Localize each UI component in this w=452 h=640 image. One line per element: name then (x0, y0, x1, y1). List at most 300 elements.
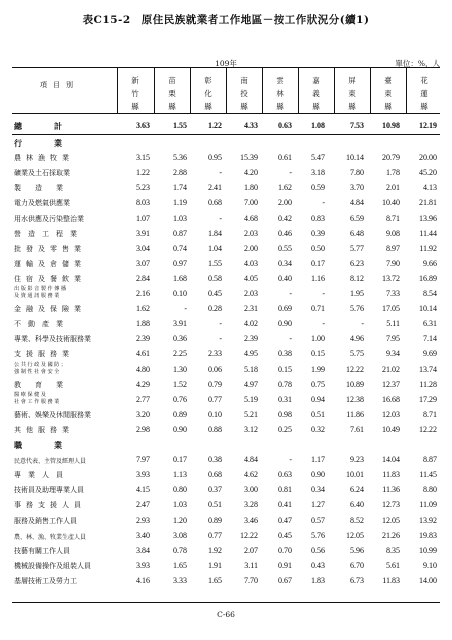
cell-value: 15.39 (240, 153, 258, 163)
cell-value: 17.29 (419, 394, 437, 404)
column-header-char: 林 (276, 89, 284, 98)
table-row (12, 181, 440, 195)
cell-value: 5.11 (386, 319, 400, 329)
cell-value: 5.76 (350, 304, 364, 314)
column-header-4 (237, 74, 251, 113)
cell-value: 7.33 (386, 289, 400, 298)
cell-value: 0.42 (278, 213, 292, 223)
table-row (12, 453, 440, 467)
table-row (12, 423, 440, 437)
table-row (12, 227, 440, 241)
cell-value: 14.00 (419, 575, 437, 585)
cell-value: 8.80 (423, 485, 437, 495)
cell-value: - (219, 319, 222, 329)
cell-value: 0.39 (311, 228, 325, 238)
cell-value: 5.77 (350, 243, 364, 253)
cell-value: 11.44 (419, 228, 437, 238)
cell-value: 16.89 (419, 273, 437, 283)
column-header-char: 縣 (420, 102, 428, 111)
cell-value: - (322, 198, 325, 208)
cell-value: 0.25 (278, 424, 292, 434)
cell-value: 3.11 (244, 560, 258, 570)
cell-value: 4.84 (350, 198, 364, 208)
table-row (12, 119, 440, 133)
cell-value: 4.97 (244, 379, 258, 389)
cell-value: 45.20 (419, 168, 437, 178)
cell-value: 0.75 (311, 379, 325, 389)
cell-value: 10.14 (346, 153, 364, 163)
cell-value: 0.34 (311, 485, 325, 495)
cell-value: 0.71 (311, 304, 325, 314)
column-header-6 (309, 74, 323, 113)
row-label: 不 動 產 業 (14, 320, 63, 329)
column-header-char: 彰 (204, 76, 212, 85)
cell-value: 0.97 (173, 258, 187, 268)
cell-value: 12.22 (419, 424, 437, 434)
cell-value: 0.81 (278, 485, 292, 495)
cell-value: 8.71 (386, 213, 400, 223)
total-row-rule (12, 134, 440, 135)
cell-value: 3.12 (244, 424, 258, 434)
column-header-char: 縣 (168, 102, 176, 111)
row-label: 運輸及倉儲業 (14, 259, 86, 268)
table-row (12, 212, 440, 226)
cell-value: 1.99 (311, 364, 325, 374)
cell-value: 0.98 (278, 409, 292, 419)
cell-value: 12.05 (382, 515, 400, 525)
row-label: 民意代表、主管及經理人員 (14, 458, 87, 466)
cell-value: 1.74 (173, 183, 187, 193)
cell-value: 5.18 (244, 364, 258, 374)
cell-value: 0.91 (278, 560, 292, 570)
cell-value: 19.83 (419, 530, 437, 540)
cell-value: 21.26 (382, 530, 400, 540)
cell-value: 10.01 (346, 470, 364, 480)
cell-value: 4.62 (244, 470, 258, 480)
page-number: C-66 (217, 610, 235, 619)
cell-value: 5.96 (350, 545, 364, 555)
cell-value: 8.71 (423, 409, 437, 419)
cell-value: 1.08 (311, 121, 325, 130)
column-divider (334, 67, 335, 113)
cell-value: 11.92 (419, 243, 437, 253)
cell-value: 1.68 (173, 273, 187, 283)
cell-value: 2.25 (173, 349, 187, 359)
cell-value: - (219, 213, 222, 223)
cell-value: - (184, 304, 187, 314)
cell-value: 13.96 (419, 213, 437, 223)
column-header-char: 東 (384, 89, 392, 98)
cell-value: 5.36 (173, 153, 187, 163)
cell-value: 12.37 (382, 379, 400, 389)
cell-value: 4.84 (244, 455, 258, 465)
cell-value: 11.09 (419, 500, 437, 510)
cell-value: 4.15 (136, 485, 150, 495)
cell-value: 3.91 (136, 228, 150, 238)
cell-value: 10.14 (419, 304, 437, 314)
row-label: 總 計 (14, 121, 62, 131)
column-header-char: 嘉 (312, 76, 320, 85)
cell-value: 0.17 (173, 455, 187, 465)
cell-value: - (289, 168, 292, 178)
column-header-char: 雲 (276, 76, 284, 85)
cell-value: 7.53 (350, 121, 364, 130)
cell-value: 1.65 (173, 560, 187, 570)
cell-value: 7.80 (350, 168, 364, 178)
cell-value: 8.35 (386, 545, 400, 555)
cell-value: 4.96 (350, 334, 364, 344)
column-header-char: 縣 (348, 102, 356, 111)
column-divider (154, 67, 155, 113)
table-row (12, 529, 440, 543)
column-header-2 (165, 74, 179, 113)
cell-value: 11.36 (382, 485, 400, 495)
cell-value: 6.73 (350, 575, 364, 585)
cell-value: 5.61 (386, 560, 400, 570)
row-label: 農、林、漁、牧業生產人員 (14, 533, 87, 541)
cell-value: 2.98 (136, 424, 150, 434)
row-label: 農林漁牧業 (14, 154, 74, 163)
column-divider (190, 67, 191, 113)
column-divider (226, 67, 227, 113)
column-divider (117, 67, 118, 113)
cell-value: 0.15 (311, 349, 325, 359)
cell-value: 7.14 (423, 334, 437, 344)
cell-value: 0.94 (311, 394, 325, 404)
table-row (12, 483, 440, 497)
cell-value: 10.89 (346, 379, 364, 389)
cell-value: 3.08 (173, 530, 187, 540)
cell-value: 0.36 (173, 334, 187, 344)
cell-value: 12.73 (382, 500, 400, 510)
cell-value: 0.68 (208, 470, 222, 480)
cell-value: 0.69 (278, 304, 292, 314)
cell-value: 0.61 (278, 153, 292, 163)
cell-value: 1.03 (173, 500, 187, 510)
cell-value: 2.47 (136, 500, 150, 510)
column-header-char: 苗 (168, 76, 176, 85)
table-row (12, 393, 440, 407)
cell-value: 2.00 (278, 198, 292, 208)
year-label: 109年 (215, 59, 237, 68)
cell-value: 9.66 (423, 258, 437, 268)
column-header-char: 縣 (240, 102, 248, 111)
cell-value: 1.88 (136, 319, 150, 329)
cell-value: 2.16 (136, 289, 150, 298)
cell-value: 7.97 (136, 455, 150, 465)
cell-value: 1.91 (208, 560, 222, 570)
cell-value: 0.77 (208, 530, 222, 540)
cell-value: 0.90 (278, 319, 292, 329)
cell-value: 12.38 (346, 394, 364, 404)
row-label: 技術員及助理專業人員 (14, 486, 84, 495)
row-label: 專 業 人 員 (14, 471, 63, 480)
cell-value: 0.57 (311, 515, 325, 525)
cell-value: 11.28 (419, 379, 437, 389)
cell-value: 1.55 (173, 121, 187, 130)
cell-value: 1.95 (350, 289, 364, 298)
cell-value: 0.37 (208, 485, 222, 495)
cell-value: 1.65 (208, 575, 222, 585)
cell-value: 0.45 (208, 289, 222, 298)
unit-label: 單位：%，人 (395, 59, 440, 68)
cell-value: 11.86 (346, 409, 364, 419)
cell-value: 7.95 (386, 334, 400, 344)
cell-value: - (219, 334, 222, 344)
cell-value: 0.70 (278, 545, 292, 555)
cell-value: 5.21 (244, 409, 258, 419)
cell-value: 0.50 (311, 243, 325, 253)
cell-value: 16.68 (382, 394, 400, 404)
cell-value: 8.52 (350, 515, 364, 525)
cell-value: 3.33 (173, 575, 187, 585)
column-divider (262, 67, 263, 113)
column-header-char: 化 (204, 89, 212, 98)
cell-value: 1.17 (311, 455, 325, 465)
cell-value: 1.20 (173, 515, 187, 525)
cell-value: 1.78 (386, 168, 400, 178)
table-row (12, 514, 440, 528)
row-label: 專業、科學及技術服務業 (14, 335, 91, 344)
cell-value: 13.72 (382, 273, 400, 283)
cell-value: 3.46 (244, 515, 258, 525)
cell-value: 9.34 (386, 349, 400, 359)
cell-value: 0.28 (208, 304, 222, 314)
cell-value: 10.49 (382, 424, 400, 434)
row-header-label: 項目別 (40, 81, 79, 89)
column-header-1 (128, 74, 142, 113)
table-row (12, 574, 440, 588)
row-label: 批發及零售業 (14, 244, 86, 253)
cell-value: 5.23 (136, 183, 150, 193)
cell-value: 12.05 (346, 530, 364, 540)
cell-value: 4.29 (136, 379, 150, 389)
cell-value: 3.63 (136, 121, 150, 130)
cell-value: 8.12 (350, 273, 364, 283)
cell-value: 2.03 (244, 289, 258, 298)
cell-value: 0.74 (173, 243, 187, 253)
cell-value: 3.15 (136, 153, 150, 163)
table-row (12, 242, 440, 256)
cell-value: 2.41 (208, 183, 222, 193)
cell-value: 4.16 (136, 575, 150, 585)
cell-value: 1.16 (311, 273, 325, 283)
cell-value: 6.70 (350, 560, 364, 570)
cell-value: 9.69 (423, 349, 437, 359)
row-label: 公共行政及國防； 強制性社會安全 (14, 361, 68, 375)
cell-value: 4.20 (244, 168, 258, 178)
cell-value: 2.39 (244, 334, 258, 344)
row-label: 機械設備操作及組裝人員 (14, 561, 91, 570)
cell-value: 2.39 (136, 334, 150, 344)
cell-value: 1.22 (136, 168, 150, 178)
cell-value: 21.81 (419, 198, 437, 208)
cell-value: 0.47 (278, 515, 292, 525)
cell-value: 2.31 (244, 304, 258, 314)
table-row (12, 151, 440, 165)
cell-value: 0.90 (173, 424, 187, 434)
cell-value: 0.95 (208, 153, 222, 163)
table-row (12, 166, 440, 180)
table-row (12, 378, 440, 392)
column-header-char: 縣 (312, 102, 320, 111)
table-row (12, 544, 440, 558)
cell-value: 6.59 (350, 213, 364, 223)
column-header-char: 蓮 (420, 89, 428, 98)
row-label: 其他服務業 (14, 425, 74, 434)
cell-value: 4.13 (423, 183, 437, 193)
table-title: 表C15-2 原住民族就業者工作地區－按工作狀況分(續1) (82, 14, 370, 26)
cell-value: 0.55 (278, 243, 292, 253)
cell-value: 8.97 (386, 243, 400, 253)
cell-value: 1.00 (311, 334, 325, 344)
cell-value: 2.33 (208, 349, 222, 359)
cell-value: 2.88 (173, 168, 187, 178)
cell-value: 6.24 (350, 485, 364, 495)
cell-value: 0.67 (278, 575, 292, 585)
row-label: 住宿及餐飲業 (14, 274, 86, 283)
cell-value: 13.74 (419, 364, 437, 374)
cell-value: 11.45 (419, 470, 437, 480)
cell-value: 1.80 (244, 183, 258, 193)
cell-value: 7.90 (386, 258, 400, 268)
cell-value: 0.83 (311, 213, 325, 223)
cell-value: 5.19 (244, 394, 258, 404)
cell-value: 0.56 (311, 545, 325, 555)
cell-value: - (289, 334, 292, 344)
table-bottom-rule (12, 602, 440, 603)
cell-value: 7.00 (244, 198, 258, 208)
column-divider (406, 67, 407, 113)
cell-value: 21.02 (382, 364, 400, 374)
cell-value: 3.84 (136, 545, 150, 555)
column-header-char: 縣 (384, 102, 392, 111)
column-header-char: 義 (312, 89, 320, 98)
cell-value: - (322, 319, 325, 329)
row-label: 服務及銷售工作人員 (14, 516, 77, 525)
cell-value: 1.62 (136, 304, 150, 314)
cell-value: 0.89 (208, 515, 222, 525)
cell-value: 1.92 (208, 545, 222, 555)
cell-value: 3.00 (244, 485, 258, 495)
cell-value: 9.23 (350, 455, 364, 465)
cell-value: 0.15 (278, 364, 292, 374)
section-row (12, 438, 440, 452)
cell-value: 4.80 (136, 364, 150, 374)
cell-value: 7.70 (244, 575, 258, 585)
cell-value: 2.07 (244, 545, 258, 555)
cell-value: 12.03 (382, 409, 400, 419)
row-label: 出版影音製作傳播 及資通訊服務業 (14, 286, 68, 299)
cell-value: 0.51 (208, 500, 222, 510)
header-bottom-rule (12, 113, 440, 114)
row-label: 電力及燃氣供應業 (14, 199, 70, 208)
table-row (12, 498, 440, 512)
cell-value: - (219, 168, 222, 178)
cell-value: 3.70 (350, 183, 364, 193)
column-header-5 (273, 74, 287, 113)
cell-value: 6.23 (350, 258, 364, 268)
cell-value: 0.59 (311, 183, 325, 193)
row-label: 基層技術工及勞力工 (14, 576, 77, 585)
cell-value: 3.28 (244, 500, 258, 510)
row-label: 金融及保險業 (14, 305, 86, 314)
row-label: 用水供應及污染整治業 (14, 214, 84, 223)
cell-value: 3.93 (136, 470, 150, 480)
cell-value: 0.89 (173, 409, 187, 419)
cell-value: 4.05 (244, 273, 258, 283)
cell-value: 0.63 (278, 470, 292, 480)
cell-value: 8.87 (423, 455, 437, 465)
cell-value: 12.22 (240, 530, 258, 540)
column-header-char: 栗 (168, 89, 176, 98)
cell-value: 6.40 (350, 500, 364, 510)
table-row (12, 468, 440, 482)
cell-value: 20.79 (382, 153, 400, 163)
cell-value: 3.40 (136, 530, 150, 540)
cell-value: 0.38 (208, 455, 222, 465)
column-header-char: 縣 (276, 102, 284, 111)
row-label: 礦業及土石採取業 (14, 169, 70, 178)
cell-value: 1.04 (208, 243, 222, 253)
cell-value: 0.79 (208, 379, 222, 389)
cell-value: 12.22 (346, 364, 364, 374)
cell-value: 0.58 (208, 273, 222, 283)
cell-value: 6.48 (350, 228, 364, 238)
cell-value: 8.54 (423, 289, 437, 298)
row-label: 藝術、娛樂及休閒服務業 (14, 410, 91, 419)
cell-value: 4.61 (136, 349, 150, 359)
cell-value: 4.95 (244, 349, 258, 359)
cell-value: 17.05 (382, 304, 400, 314)
cell-value: 0.41 (278, 500, 292, 510)
cell-value: 3.07 (136, 258, 150, 268)
row-label: 事務支援人員 (14, 501, 86, 510)
cell-value: - (289, 289, 292, 298)
cell-value: 0.34 (278, 258, 292, 268)
column-header-3 (201, 74, 215, 113)
cell-value: 1.62 (278, 183, 292, 193)
cell-value: 2.93 (136, 515, 150, 525)
row-label: 教 育 業 (14, 380, 63, 389)
table-row (12, 332, 440, 346)
cell-value: 0.31 (278, 394, 292, 404)
section-row (12, 136, 440, 150)
cell-value: 2.01 (386, 183, 400, 193)
column-header-9 (417, 74, 431, 113)
cell-value: 4.68 (244, 213, 258, 223)
cell-value: 10.40 (382, 198, 400, 208)
cell-value: 10.99 (419, 545, 437, 555)
cell-value: 2.00 (244, 243, 258, 253)
cell-value: 0.10 (208, 409, 222, 419)
cell-value: 8.03 (136, 198, 150, 208)
cell-value: 3.93 (136, 560, 150, 570)
cell-value: 1.83 (311, 575, 325, 585)
cell-value: 0.51 (311, 409, 325, 419)
column-header-char: 竹 (131, 89, 139, 98)
column-header-char: 南 (240, 76, 248, 85)
cell-value: 13.92 (419, 515, 437, 525)
row-label: 製 造 業 (14, 184, 63, 193)
cell-value: 0.38 (278, 349, 292, 359)
cell-value: 9.08 (386, 228, 400, 238)
table-row (12, 287, 440, 301)
column-header-char: 新 (131, 76, 139, 85)
cell-value: 0.90 (311, 470, 325, 480)
cell-value: 0.40 (278, 273, 292, 283)
table-row (12, 257, 440, 271)
